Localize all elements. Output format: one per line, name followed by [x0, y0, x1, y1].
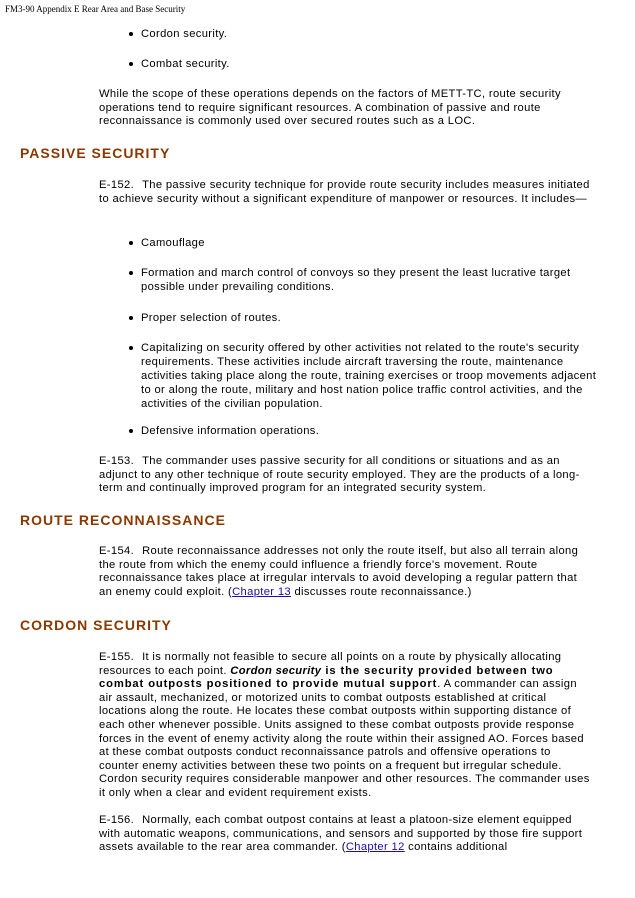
- para-text-after-definition: . A commander can assign air assault, mechanized, or motorized units to combat outposts established at critical locations along the route. He locates these combat outposts within supporting distance of each other whenever possible. Units assigned to these combat outposts provide response forces in the event of enemy activity along the route within their assigned AO. Forces based at these combat outposts conduct reconnaissance patrols and offensive operations to counter enemy activities between these two points on a frequent but irregular schedule. Cordon security requires considerable manpower and other resources. The commander uses it only when a clear and evident requirement exists.: [99, 678, 590, 799]
- bullet-defensive-io: Defensive information operations.: [141, 424, 601, 438]
- heading-passive-security: PASSIVE SECURITY: [20, 145, 171, 161]
- bullet-formation-march: Formation and march control of convoys so they present the least lucrative target possible under prevailing conditions.: [141, 266, 601, 294]
- para-text-after-link: contains additional: [404, 841, 508, 854]
- para-number: E-156.: [99, 814, 135, 826]
- link-chapter-13[interactable]: Chapter 13: [232, 585, 291, 598]
- heading-route-reconnaissance: ROUTE RECONNAISSANCE: [20, 512, 226, 528]
- paragraph-e154: [99, 545, 591, 599]
- paragraph-e153: [99, 455, 591, 496]
- bullet-capitalizing: Capitalizing on security offered by other activities not related to the route's security requirements. These activities include aircraft traversing the route, maintenance activities taking place along the route, training exercises or troop movements adjacent to or along the route, military and host nation police traffic control activities, and the activities of the civilian population.: [141, 341, 601, 411]
- para-text: It is normally not feasible to secure all points on a route by physically allocating resources to each point.: [99, 651, 562, 677]
- defined-term: Cordon security: [230, 664, 322, 677]
- bullet-cordon-security: Cordon security.: [141, 27, 601, 41]
- para-text: Normally, each combat outpost contains at least a platoon-size element equipped with automatic weapons, communications, and sensors and supported by those fire support assets available to the rear area commander. (: [99, 814, 583, 854]
- paragraph-e152: [99, 179, 591, 206]
- heading-cordon-security: CORDON SECURITY: [20, 617, 172, 633]
- para-number: E-152.: [99, 179, 135, 191]
- bullet-camouflage: Camouflage: [141, 236, 601, 250]
- para-number: E-155.: [99, 651, 135, 663]
- paragraph-e156: [99, 814, 591, 855]
- para-text: The passive security technique for provide route security includes measures initiated to achieve security without a significant expenditure of manpower or resources. It includes—: [99, 179, 590, 205]
- para-number: E-154.: [99, 545, 135, 557]
- para-text: Route reconnaissance addresses not only the route itself, but also all terrain along the route from which the enemy could influence a friendly force's movement. Route reconnaissance takes place at irregular intervals to avoid developing a regular pattern that an enemy could exploit. (: [99, 545, 579, 598]
- para-number: E-153.: [99, 455, 135, 467]
- link-chapter-12[interactable]: Chapter 12: [345, 841, 405, 854]
- para-text: The commander uses passive security for all conditions or situations and as an adjunct to any other technique of route security employed. They are the products of a long-term and continually improved program for an integrated security system.: [99, 455, 580, 495]
- para-text-after-link: discusses route reconnaissance.): [290, 585, 472, 598]
- bullet-combat-security: Combat security.: [141, 57, 601, 71]
- running-header: FM3-90 Appendix E Rear Area and Base Security: [5, 4, 186, 14]
- intro-paragraph: While the scope of these operations depends on the factors of METT-TC, route security operations tend to require significant resources. A combination of passive and route reconnaissance is commonly used over secured routes such as a LOC.: [99, 88, 561, 128]
- paragraph-e155: [99, 651, 591, 801]
- bullet-route-selection: Proper selection of routes.: [141, 311, 601, 325]
- term-definition: is the security provided between two combat outposts positioned to provide mutual support: [99, 664, 554, 691]
